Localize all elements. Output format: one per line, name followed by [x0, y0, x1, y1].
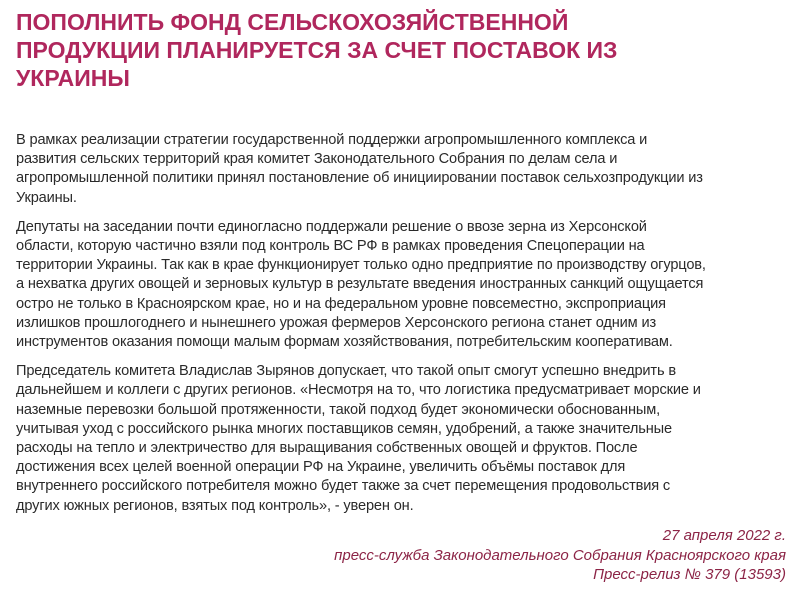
text-line: расходы на тепло и электричество для выращивания собственных овощей и фруктов. После [16, 440, 638, 457]
paragraph-1 [16, 131, 796, 208]
text-line: а нехватка других овощей и зерновых культур в результате введения иностранных санкций ощущается [16, 276, 704, 293]
text-line: развития сельских территорий края комитет Законодательного Собрания по делам села и [16, 151, 618, 168]
text-line: достижения всех целей военной операции РФ на Украине, увеличить объёмы поставок для [16, 459, 626, 476]
text-line: наземные перевозки большой протяженности, такой подход будет экономически обоснованным, [16, 401, 660, 418]
text-line: агропромышленной политики принял постановление об инициировании поставок сельхозпродукции из [16, 170, 703, 187]
text-line: В рамках реализации стратегии государственной поддержки агропромышленного комплекса и [16, 132, 648, 148]
text-line: дальнейшем и коллеги с других регионов. «Несмотря на то, что логистика предусматривает морские и [16, 382, 701, 399]
signature-block [334, 526, 786, 585]
text-line: других южных регионов, взятых под контроль», - уверен он. [16, 497, 414, 514]
text-line: Председатель комитета Владислав Зырянов допускает, что такой опыт смогут успешно внедрить в [16, 363, 676, 380]
article-body [16, 131, 796, 526]
press-service: пресс-служба Законодательного Собрания Красноярского края [334, 546, 786, 564]
text-line: учитывая уход с российского рынка многих поставщиков семян, удобрений, а также значительные [16, 420, 672, 437]
page-title [16, 8, 617, 92]
text-line: области, которую частично взяли под контроль ВС РФ в рамках проведения Спецоперации на [16, 238, 645, 255]
text-line: территории Украины. Так как в крае функционирует только одно предприятие по производству огурцов, [16, 257, 706, 274]
title-line: УКРАИНЫ [16, 65, 130, 91]
text-line: Депутаты на заседании почти единогласно поддержали решение о ввозе зерна из Херсонской [16, 218, 647, 235]
text-line: внутреннего российского потребителя можно будет также за счет перемещения продовольствия с [16, 478, 671, 495]
text-line: излишков прошлогоднего и нынешнего урожая фермеров Херсонского региона станет одним из [16, 314, 656, 331]
title-line: ПРОДУКЦИИ ПЛАНИРУЕТСЯ ЗА СЧЕТ ПОСТАВОК ИЗ [16, 37, 618, 63]
text-line: Украины. [16, 189, 77, 206]
text-line: остро не только в Красноярском крае, но и на федеральном уровне повсеместно, экспроприация [16, 295, 666, 312]
title-line: ПОПОЛНИТЬ ФОНД СЕЛЬСКОХОЗЯЙСТВЕННОЙ [16, 9, 569, 35]
release-date: 27 апреля 2022 г. [662, 527, 786, 544]
press-release-number: Пресс-релиз № 379 (13593) [593, 566, 786, 583]
paragraph-2 [16, 218, 796, 352]
text-line: инструментов оказания помощи малым формам хозяйствования, потребительским кооперативам. [16, 334, 673, 351]
paragraph-3 [16, 362, 796, 516]
